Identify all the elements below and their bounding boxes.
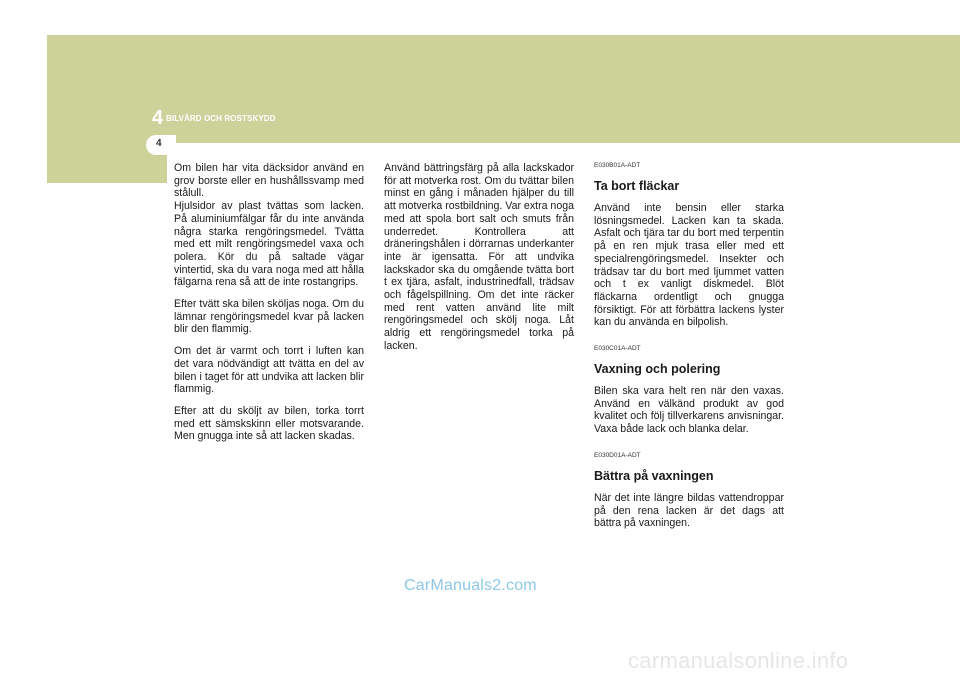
section-code: E030C01A-ADT xyxy=(594,345,641,353)
section-code: E030B01A-ADT xyxy=(594,162,641,169)
text-column-right xyxy=(594,162,784,546)
section-body: Bilen ska vara helt ren när den vaxas. Använd en välkänd produkt av god kvalitet och följ tillverkarens anvisningar. Vaxa både lack och blanka delar. xyxy=(594,385,784,436)
section-title: Bättra på vaxningen xyxy=(594,468,714,483)
section-title: Ta bort fläckar xyxy=(594,179,680,193)
section-body: När det inte längre bildas vattendroppar på den rena lacken är det dags att bättra på vaxningen. xyxy=(594,491,784,530)
footer-watermark: carmanualsonline.info xyxy=(628,648,849,673)
chapter-title: BILVÅRD OCH ROSTSKYDD xyxy=(166,114,276,123)
section-remove-stains xyxy=(594,162,784,329)
text-column-left xyxy=(174,162,364,452)
paragraph: Om det är varmt och torrt i luften kan det vara nödvändigt att tvätta en del av bilen i taget för att undvika att lacken blir flammig. xyxy=(174,345,364,396)
header-band xyxy=(47,35,960,143)
section-waxing xyxy=(594,345,784,436)
section-title: Vaxning och polering xyxy=(594,362,721,377)
page-number: 4 xyxy=(156,138,162,149)
text-column-middle xyxy=(384,162,574,362)
chapter-number: 4 xyxy=(152,107,164,129)
section-rewax xyxy=(594,452,784,530)
paragraph: Efter tvätt ska bilen sköljas noga. Om du lämnar rengöringsmedel kvar på lacken blir den flammig. xyxy=(174,298,364,336)
section-code: E030D01A-ADT xyxy=(594,451,641,459)
paragraph: Använd bättringsfärg på alla lackskador för att motverka rost. Om du tvättar bilen minst en gång i månaden hjälper du till att motverka rostbildning. Var extra noga med att spola bort salt och smuts från underredet. Kontrollera att dräneringshålen i dörrarnas underkanter inte är igensatta. För att undvika lackskador ska du omgående tvätta bort t ex tjära, asfalt, industrinedfall, trädsav och fågelspillning. Om det inte räcker med rent vatten använd lite milt rengöringsmedel och skölj noga. Låt aldrig ett rengöringsmedel torka på lacken. xyxy=(384,162,574,352)
paragraph: Efter att du sköljt av bilen, torka torrt med ett sämskskinn eller motsvarande. Men gnugga inte så att lacken skadas. xyxy=(174,404,364,443)
watermark-link[interactable]: CarManuals2.com xyxy=(404,577,537,594)
paragraph: Om bilen har vita däcksidor använd en grov borste eller en hushållssvamp med stålull. Hjulsidor av plast tvättas som lacken. På aluminiumfälgar får du inte använda några starka rengöringsmedel. Tvätta med ett milt rengöringsmedel vaxa och polera. Kör du på saltade vägar vintertid, ska du vara noga med att hålla fälgarna rena så att de inte rostangrips. xyxy=(174,162,364,289)
section-body: Använd inte bensin eller starka lösningsmedel. Lacken kan ta skada. Asfalt och tjära tar du bort med terpentin på en ren mjuk trasa eller med ett specialrengöringsmedel. Insekter och trädsav tar du bort med ljummet vatten och t ex vanligt diskmedel. Blöt fläckarna ordentligt och gnugga försiktigt. För att förbättra lackens lyster kan du använda en bilpolish. xyxy=(594,202,784,329)
